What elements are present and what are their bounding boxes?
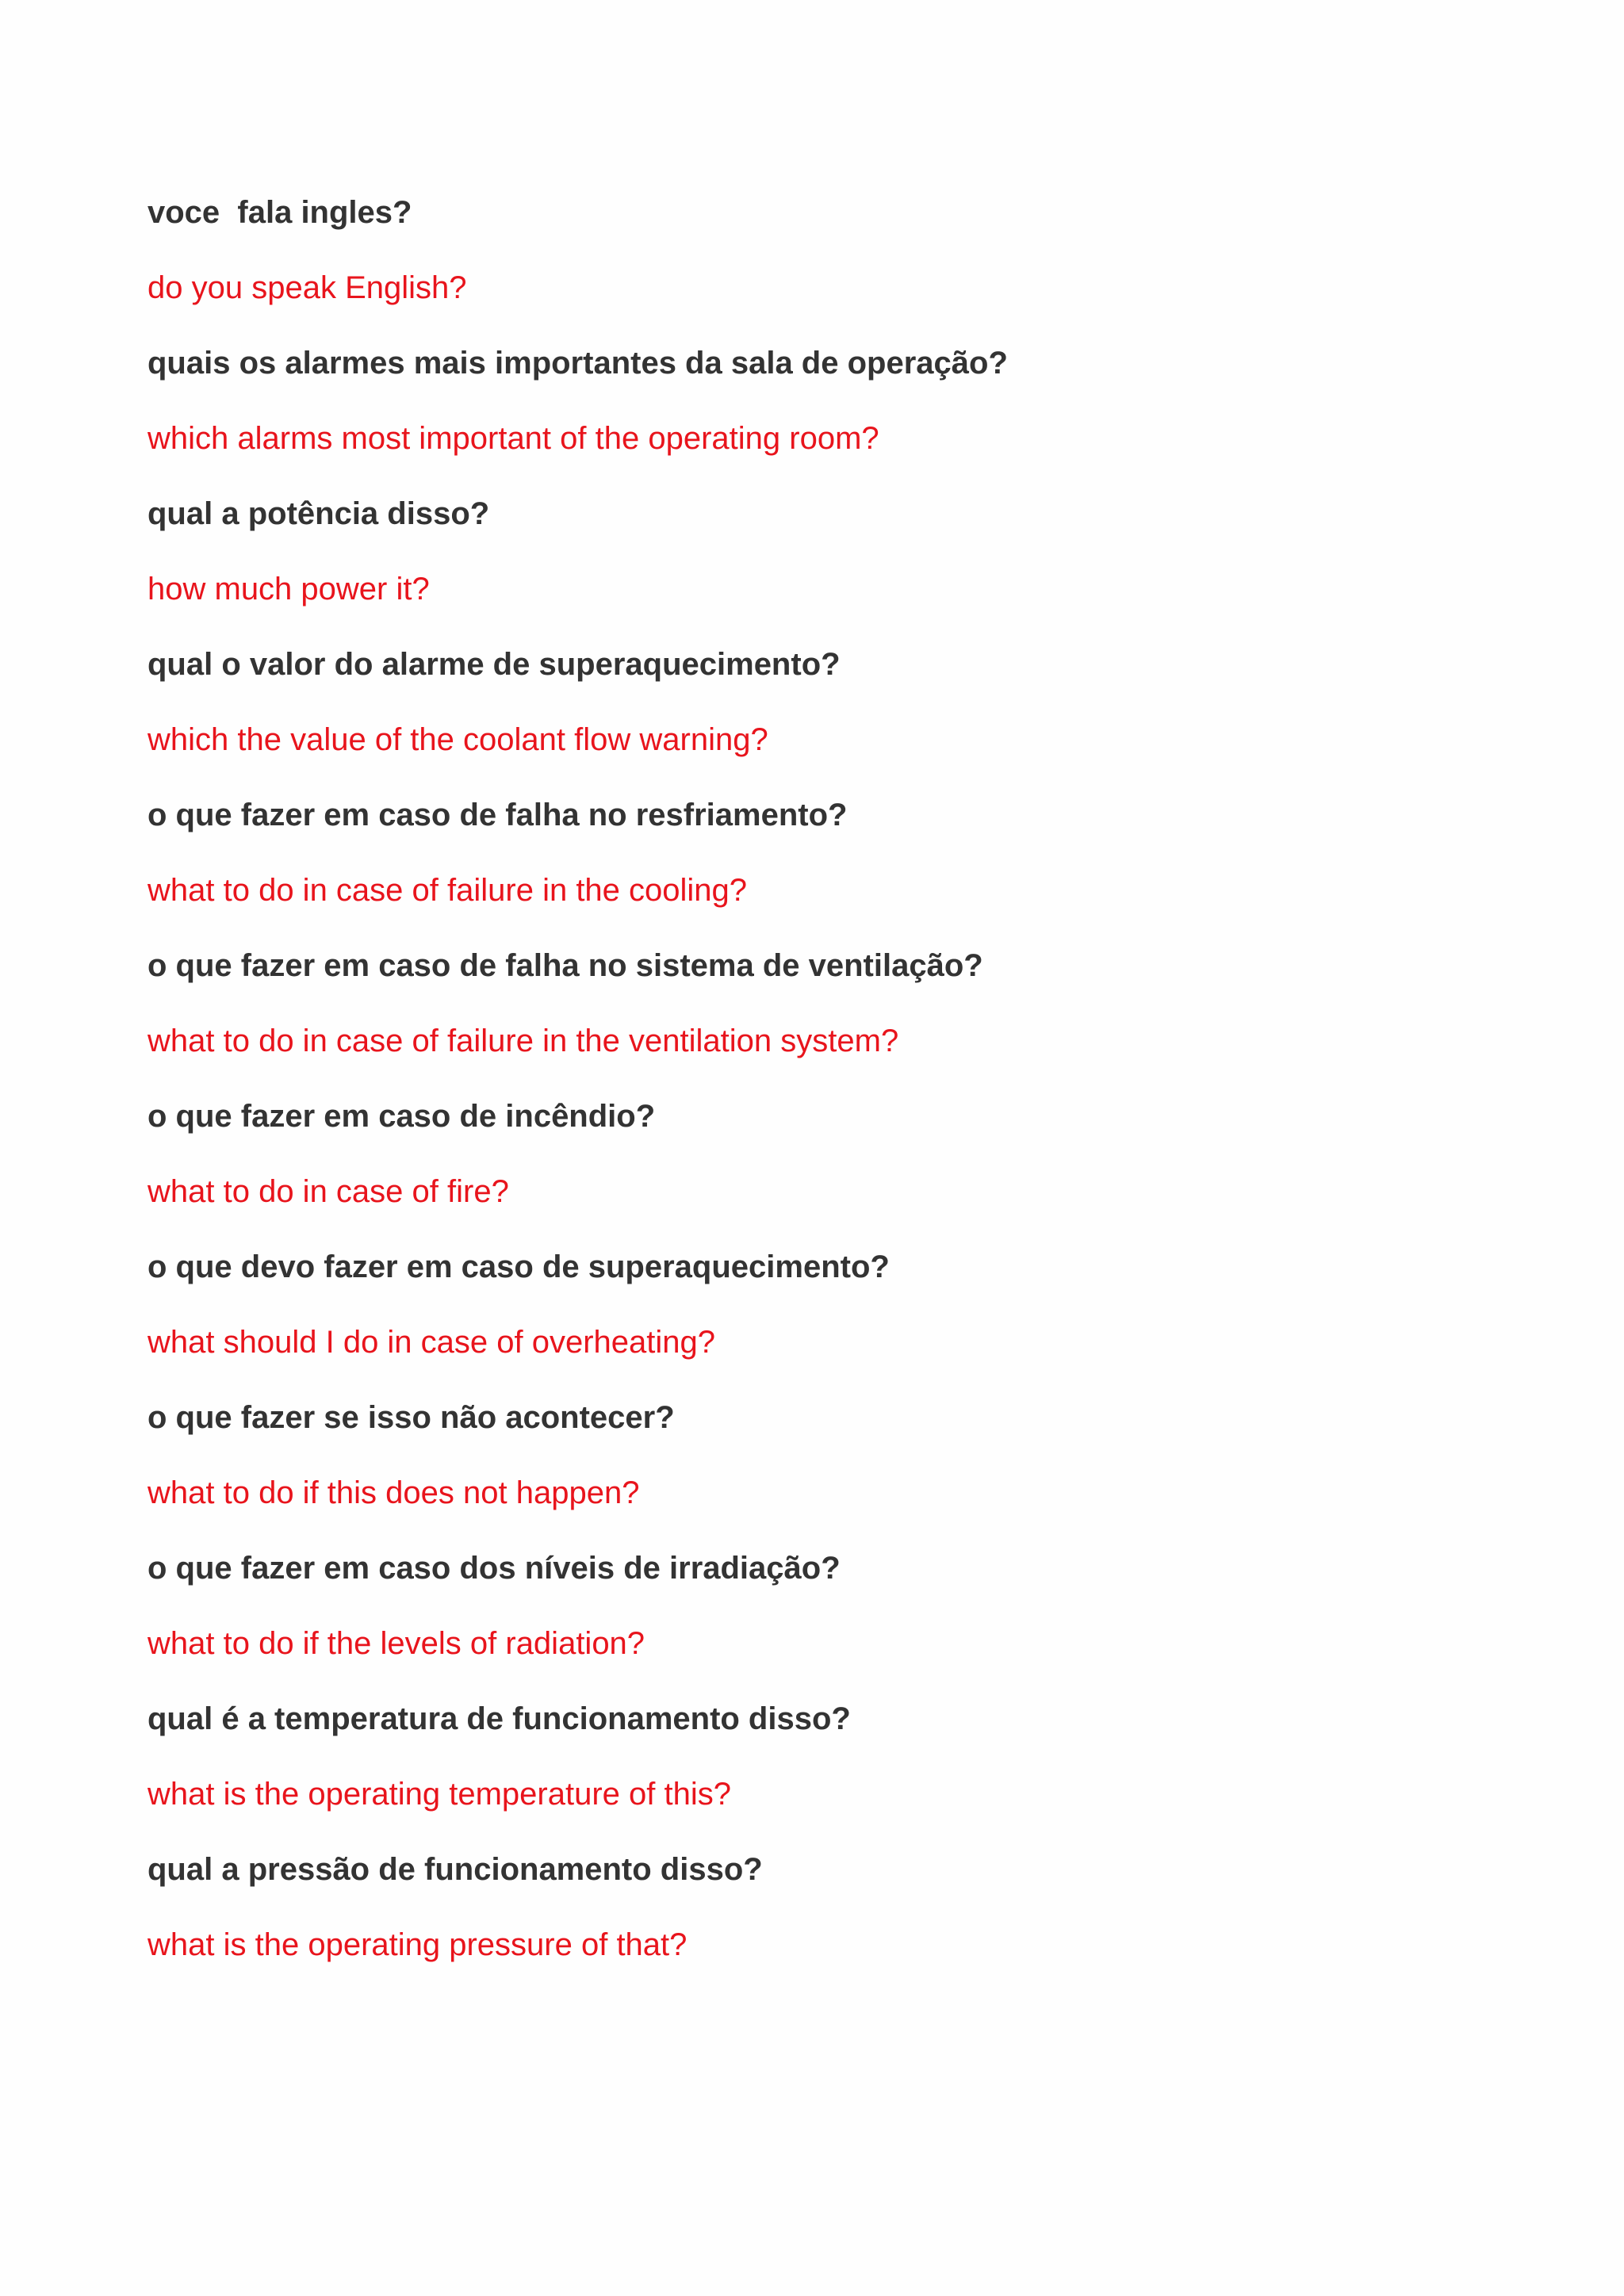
english-translation: what to do if the levels of radiation? (147, 1626, 645, 1661)
portuguese-question: o que fazer em caso dos níveis de irradiação? (147, 1551, 841, 1586)
english-translation: which the value of the coolant flow warning? (147, 722, 768, 757)
english-translation: which alarms most important of the operating room? (147, 421, 879, 456)
portuguese-question: o que fazer em caso de falha no sistema de ventilação? (147, 948, 983, 983)
english-translation: what to do in case of failure in the cooling? (147, 873, 748, 908)
portuguese-question: o que fazer em caso de falha no resfriamento? (147, 798, 848, 832)
portuguese-question: qual a potência disso? (147, 496, 490, 531)
english-translation: what is the operating pressure of that? (147, 1927, 688, 1962)
english-translation: do you speak English? (147, 270, 467, 305)
portuguese-question: qual o valor do alarme de superaquecimento? (147, 647, 841, 682)
document-page (147, 190, 1496, 1998)
portuguese-question: qual é a temperatura de funcionamento disso? (147, 1701, 851, 1736)
english-translation: what to do in case of fire? (147, 1174, 509, 1209)
portuguese-question: o que fazer se isso não acontecer? (147, 1400, 675, 1435)
english-translation: what is the operating temperature of this? (147, 1777, 731, 1812)
portuguese-question: o que fazer em caso de incêndio? (147, 1099, 656, 1134)
english-translation: what should I do in case of overheating? (147, 1325, 716, 1360)
portuguese-question: o que devo fazer em caso de superaquecimento? (147, 1249, 890, 1284)
english-translation: what to do in case of failure in the ventilation system? (147, 1024, 899, 1058)
english-translation: what to do if this does not happen? (147, 1475, 640, 1510)
english-translation: how much power it? (147, 572, 430, 607)
portuguese-question: voce fala ingles? (147, 195, 412, 230)
portuguese-question: quais os alarmes mais importantes da sala de operação? (147, 346, 1008, 381)
portuguese-question: qual a pressão de funcionamento disso? (147, 1852, 763, 1887)
